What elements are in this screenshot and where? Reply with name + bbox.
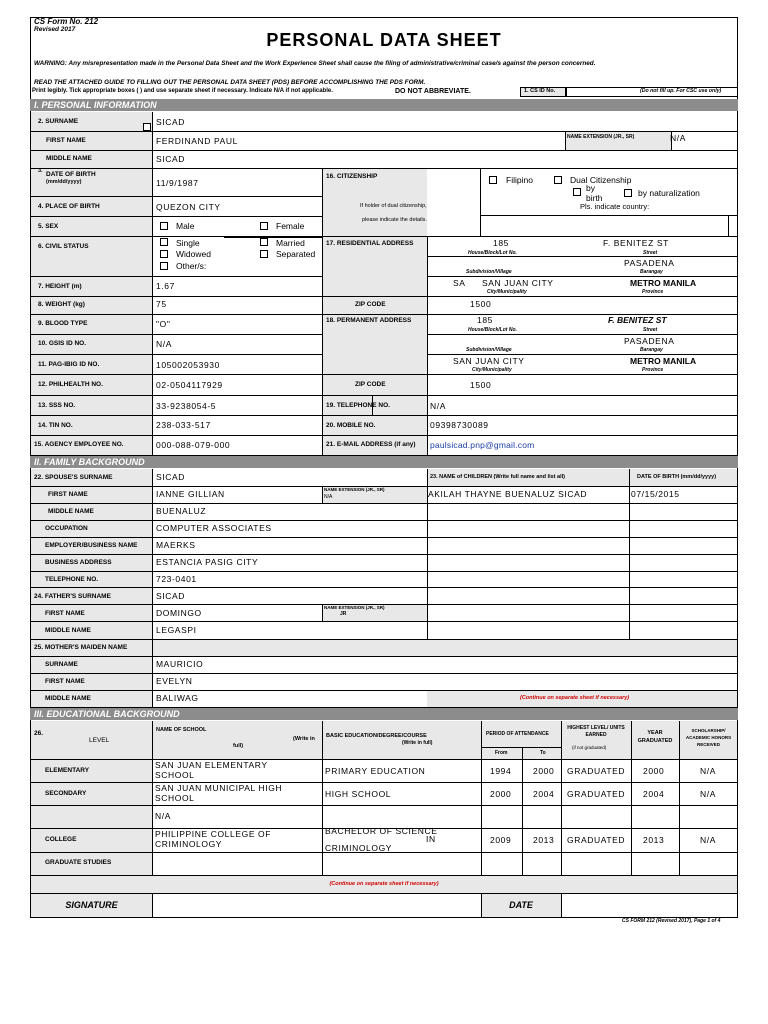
read-guide-text: READ THE ATTACHED GUIDE TO FILLING OUT THE PERSONAL DATA SHEET (PDS) BEFORE ACCOMPLISHING THE PDS FORM.: [34, 79, 426, 86]
surname-label: 2. SURNAME: [38, 118, 79, 125]
pagibig-label: 11. PAG-IBIG ID NO.: [38, 361, 100, 368]
father-middle-name-value[interactable]: LEGASPI: [156, 625, 197, 635]
employer-label: EMPLOYER/BUSINESS NAME: [45, 542, 138, 549]
section-personal-information: I. PERSONAL INFORMATION: [30, 99, 738, 111]
civil-widowed-checkbox[interactable]: [160, 250, 168, 258]
child-name-value[interactable]: AKILAH THAYNE BUENALUZ SICAD: [428, 489, 588, 499]
signature-label: SIGNATURE: [65, 900, 118, 910]
residential-city-value[interactable]: SAN JUAN CITY: [482, 278, 554, 288]
honors-value[interactable]: N/A: [700, 835, 716, 845]
section-family-background: II. FAMILY BACKGROUND: [30, 456, 738, 468]
residential-barangay-value[interactable]: PASADENA: [624, 258, 675, 268]
family-label-column: [31, 469, 152, 707]
school-name-line-2[interactable]: SCHOOL: [155, 793, 195, 803]
dual-citizenship-note-1: If holder of dual citizenship,: [360, 203, 427, 209]
print-note: Print legibly. Tick appropriate boxes ( ) and use separate sheet if necessary. Indicate N/A if not applicable.: [32, 88, 333, 94]
name-extension-label: NAME EXTENSION (JR., SR): [567, 134, 635, 140]
residential-street-sublabel: Street: [643, 250, 658, 256]
citizenship-dual-option: Dual Citizenship: [570, 175, 632, 185]
civil-others-option: Other/s:: [176, 261, 207, 271]
residential-sa-value[interactable]: SA: [453, 278, 466, 288]
highest-level-value[interactable]: GRADUATED: [567, 766, 626, 776]
sex-female-option: Female: [276, 221, 305, 231]
date-field[interactable]: [562, 895, 737, 916]
period-from-value[interactable]: 1994: [490, 766, 512, 776]
spouse-telephone-value[interactable]: 723-0401: [156, 574, 197, 584]
dob-format: (mm/dd/yyyy): [46, 179, 82, 185]
civil-married-checkbox[interactable]: [260, 238, 268, 246]
philhealth-label: 12. PHILHEALTH NO.: [38, 381, 103, 388]
school-name-line-1[interactable]: N/A: [155, 811, 171, 821]
course-line-1[interactable]: BACHELOR OF SCIENCE: [325, 826, 438, 836]
first-name-label: FIRST NAME: [46, 137, 86, 144]
period-from-value[interactable]: 2009: [490, 835, 512, 845]
blood-type-value[interactable]: "O": [156, 319, 171, 329]
honors-value[interactable]: N/A: [700, 766, 716, 776]
education-level: GRADUATE STUDIES: [45, 859, 112, 866]
civil-single-checkbox[interactable]: [160, 238, 168, 246]
permanent-province-sublabel: Province: [642, 367, 664, 373]
father-middle-name-label: MIDDLE NAME: [45, 627, 91, 634]
children-header-label: 23. NAME of CHILDREN (Write full name and list all): [430, 474, 565, 480]
surname-checkbox[interactable]: [143, 123, 151, 131]
dual-citizenship-note-2: please indicate the details.: [362, 217, 427, 223]
permanent-zip-value[interactable]: 1500: [470, 380, 492, 390]
course-value[interactable]: HIGH SCHOOL: [325, 789, 392, 799]
warning-text: WARNING: Any misrepresentation made in the Personal Data Sheet and the Work Experience Sheet shall cause the filing of administrative/criminal case/s against the person concerned.: [34, 60, 596, 67]
permanent-city-sublabel: City/Municipality: [472, 367, 512, 373]
spouse-name-extension-label: NAME EXTENSION (JR., SR): [324, 487, 385, 492]
mother-surname-value[interactable]: MAURICIO: [156, 659, 204, 669]
spouse-name-extension-value[interactable]: N/A: [324, 494, 333, 500]
school-name-line-1[interactable]: PHILIPPINE COLLEGE OF: [155, 829, 272, 839]
permanent-street-value[interactable]: F. BENITEZ ST: [608, 315, 667, 325]
mother-middle-name-value[interactable]: BALIWAG: [156, 693, 199, 703]
name-extension-value[interactable]: N/A: [670, 133, 686, 143]
employer-value[interactable]: MAERKS: [156, 540, 196, 550]
school-name-header: NAME OF SCHOOL: [156, 727, 207, 733]
civil-status-label: 6. CIVIL STATUS: [38, 243, 89, 250]
spouse-middle-name-value[interactable]: BUENALUZ: [156, 506, 207, 516]
spouse-surname-label: 22. SPOUSE'S SURNAME: [34, 474, 113, 481]
spouse-first-name-label: FIRST NAME: [48, 491, 88, 498]
school-name-line-1[interactable]: SAN JUAN ELEMENTARY: [155, 760, 268, 770]
school-full-header: full): [233, 743, 244, 749]
course-line-2[interactable]: CRIMINOLOGY: [325, 843, 393, 853]
section-educational-background: III. EDUCATIONAL BACKGROUND: [30, 708, 738, 720]
agency-employee-value[interactable]: 000-088-079-000: [156, 440, 231, 450]
permanent-barangay-value[interactable]: PASADENA: [624, 336, 675, 346]
page-title: PERSONAL DATA SHEET: [266, 30, 502, 50]
mother-middle-name-label: MIDDLE NAME: [45, 695, 91, 702]
sex-male-checkbox[interactable]: [160, 222, 168, 230]
pagibig-value[interactable]: 105002053930: [156, 360, 220, 370]
citizenship-filipino-checkbox[interactable]: [489, 176, 497, 184]
pob-label: 4. PLACE OF BIRTH: [38, 203, 100, 210]
business-address-value[interactable]: ESTANCIA PASIG CITY: [156, 557, 259, 567]
residential-province-sublabel: Province: [642, 289, 664, 295]
civil-married-option: Married: [276, 238, 305, 248]
family-continue-note: (Continue on separate sheet if necessary): [520, 695, 630, 701]
height-value[interactable]: 1.67: [156, 281, 175, 291]
child-dob-value[interactable]: 07/15/2015: [631, 489, 680, 499]
residential-city-sublabel: City/Municipality: [487, 289, 527, 295]
telephone-value[interactable]: N/A: [430, 401, 446, 411]
permanent-street-sublabel: Street: [643, 327, 658, 333]
father-surname-value[interactable]: SICAD: [156, 591, 185, 601]
education-level-header: LEVEL: [89, 737, 110, 744]
spouse-middle-name-label: MIDDLE NAME: [48, 508, 94, 515]
gsis-value[interactable]: N/A: [156, 339, 172, 349]
blood-type-label: 9. BLOOD TYPE: [38, 320, 88, 327]
residential-zip-label: ZIP CODE: [355, 301, 386, 308]
business-address-label: BUSINESS ADDRESS: [45, 559, 112, 566]
scholarship-header: SCHOLARSHIP/ ACADEMIC HONORS RECEIVED: [685, 728, 732, 747]
father-surname-label: 24. FATHER'S SURNAME: [34, 593, 111, 600]
spouse-first-name-value[interactable]: IANNE GILLIAN: [156, 489, 225, 499]
sex-female-checkbox[interactable]: [260, 222, 268, 230]
course-write-in-header: (Write in full): [402, 740, 433, 746]
citizenship-birth-label: birth: [586, 193, 603, 203]
residential-house-value[interactable]: 185: [493, 238, 509, 248]
year-graduated-value[interactable]: 2000: [643, 766, 665, 776]
csc-note: (Do not fill up. For CSC use only): [640, 88, 722, 94]
first-name-value[interactable]: FERDINAND PAUL: [156, 136, 238, 146]
father-first-name-value[interactable]: DOMINGO: [156, 608, 202, 618]
mother-surname-label: SURNAME: [45, 661, 78, 668]
citizenship-country-label: Pls. indicate country:: [580, 202, 650, 211]
mobile-value[interactable]: 09398730089: [430, 420, 489, 430]
education-continue-note: (Continue on separate sheet if necessary): [329, 881, 439, 887]
surname-value[interactable]: SICAD: [156, 117, 185, 127]
period-from-header: From: [495, 750, 508, 756]
highest-level-value[interactable]: GRADUATED: [567, 835, 626, 845]
permanent-subdivision-sublabel: Subdivision/Village: [466, 347, 512, 353]
dob-value[interactable]: 11/9/1987: [156, 178, 199, 188]
residential-subdivision-sublabel: Subdivision/Village: [466, 269, 512, 275]
personal-label-column-right: [322, 168, 427, 455]
permanent-address-label: 18. PERMANENT ADDRESS: [326, 317, 412, 324]
do-not-abbreviate: DO NOT ABBREVIATE.: [395, 88, 471, 95]
permanent-city-value[interactable]: SAN JUAN CITY: [453, 356, 525, 366]
agency-employee-label: 15. AGENCY EMPLOYEE NO.: [34, 441, 124, 448]
education-level: ELEMENTARY: [45, 767, 90, 774]
spouse-telephone-label: TELEPHONE NO.: [45, 576, 99, 583]
school-write-in-header: (Write in: [293, 736, 315, 742]
residential-zip-value[interactable]: 1500: [470, 299, 492, 309]
honors-value[interactable]: N/A: [700, 789, 716, 799]
mother-first-name-value[interactable]: EVELYN: [156, 676, 193, 686]
middle-name-value[interactable]: SICAD: [156, 154, 185, 164]
cs-id-label: 1. CS ID No.: [524, 88, 556, 94]
height-label: 7. HEIGHT (m): [38, 283, 82, 290]
residential-province-value[interactable]: METRO MANILA: [630, 278, 697, 288]
dob-number: 3.: [38, 168, 43, 174]
mother-first-name-label: FIRST NAME: [45, 678, 85, 685]
permanent-barangay-sublabel: Barangay: [640, 347, 663, 353]
period-from-value[interactable]: 2000: [490, 789, 512, 799]
email-label: 21. E-MAIL ADDRESS (if any): [326, 441, 416, 448]
education-level: COLLEGE: [45, 836, 77, 843]
pob-value[interactable]: QUEZON CITY: [156, 202, 221, 212]
education-level: SECONDARY: [45, 790, 87, 797]
citizenship-dual-checkbox[interactable]: [554, 176, 562, 184]
citizenship-label: 16. CITIZENSHIP: [326, 173, 378, 180]
citizenship-filipino-option: Filipino: [506, 175, 533, 185]
period-header: PERIOD OF ATTENDANCE: [486, 731, 549, 737]
child-dob-header-label: DATE OF BIRTH (mm/dd/yyyy): [637, 474, 717, 480]
father-first-name-label: FIRST NAME: [45, 610, 85, 617]
mother-header-bg: [152, 639, 737, 656]
course-in[interactable]: IN: [426, 834, 436, 844]
year-graduated-value[interactable]: 2013: [643, 835, 665, 845]
citizenship-naturalization-checkbox[interactable]: [624, 189, 632, 197]
education-number: 26.: [34, 730, 44, 737]
tin-value[interactable]: 238-033-517: [156, 420, 211, 430]
civil-others-checkbox[interactable]: [160, 262, 168, 270]
period-to-header: To: [540, 750, 546, 756]
sex-label: 5. SEX: [38, 223, 59, 230]
civil-single-option: Single: [176, 238, 200, 248]
school-name-line-2[interactable]: SCHOOL: [155, 770, 195, 780]
tin-label: 14. TIN NO.: [38, 422, 73, 429]
period-to-value[interactable]: 2004: [533, 789, 555, 799]
civil-widowed-option: Widowed: [176, 249, 211, 259]
course-header: BASIC EDUCATION/DEGREE/COURSE: [326, 733, 427, 739]
permanent-house-sublabel: House/Block/Lot No.: [468, 327, 517, 333]
weight-label: 8. WEIGHT (kg): [38, 301, 85, 308]
citizenship-by-birth-checkbox[interactable]: [573, 188, 581, 196]
permanent-province-value[interactable]: METRO MANILA: [630, 356, 697, 366]
email-value[interactable]: paulsicad.pnp@gmail.com: [430, 440, 535, 450]
gsis-label: 10. GSIS ID NO.: [38, 340, 87, 347]
sss-label: 13. SSS NO.: [38, 402, 76, 409]
citizenship-naturalization-option: by naturalization: [638, 188, 700, 198]
school-name-line-1[interactable]: SAN JUAN MUNICIPAL HIGH: [155, 783, 283, 793]
school-name-line-2[interactable]: CRIMINOLOGY: [155, 839, 223, 849]
father-name-extension-label: NAME EXTENSION (JR., SR): [324, 605, 385, 610]
year-graduated-header: YEAR GRADUATED: [637, 730, 673, 744]
civil-separated-option: Separated: [276, 249, 316, 259]
civil-separated-checkbox[interactable]: [260, 250, 268, 258]
father-name-extension-value[interactable]: JR: [340, 611, 347, 617]
year-graduated-value[interactable]: 2004: [643, 789, 665, 799]
highest-level-value[interactable]: GRADUATED: [567, 789, 626, 799]
weight-value[interactable]: 75: [156, 299, 167, 309]
permanent-house-value[interactable]: 185: [477, 315, 493, 325]
residential-house-sublabel: House/Block/Lot No.: [468, 250, 517, 256]
education-level-column: [31, 759, 152, 875]
dob-label: DATE OF BIRTH: [46, 171, 96, 178]
mother-maiden-name-label: 25. MOTHER'S MAIDEN NAME: [34, 644, 128, 651]
spouse-surname-value[interactable]: SICAD: [156, 472, 185, 482]
highest-level-header: HIGHEST LEVEL/ UNITS EARNED: [567, 725, 625, 738]
page-footer: CS FORM 212 (Revised 2017), Page 1 of 4: [622, 918, 721, 924]
form-revised: Revised 2017: [34, 26, 76, 33]
signature-field[interactable]: [153, 895, 480, 916]
highest-level-subheader: (if not graduated): [572, 745, 607, 750]
residential-address-label: 17. RESIDENTIAL ADDRESS: [326, 240, 414, 247]
occupation-value[interactable]: COMPUTER ASSOCIATES: [156, 523, 272, 533]
telephone-label: 19. TELEPHONE NO.: [326, 402, 390, 409]
occupation-label: OCCUPATION: [45, 525, 88, 532]
residential-barangay-sublabel: Barangay: [640, 269, 663, 275]
course-value[interactable]: PRIMARY EDUCATION: [325, 766, 426, 776]
mobile-label: 20. MOBILE NO.: [326, 422, 376, 429]
citizenship-by-label: by: [586, 183, 595, 193]
middle-name-label: MIDDLE NAME: [46, 155, 92, 162]
sss-value[interactable]: 33-9238054-5: [156, 401, 217, 411]
period-to-value[interactable]: 2013: [533, 835, 555, 845]
sex-male-option: Male: [176, 221, 195, 231]
date-label: DATE: [509, 900, 533, 910]
permanent-zip-label: ZIP CODE: [355, 381, 386, 388]
philhealth-value[interactable]: 02-0504117929: [156, 380, 223, 390]
period-to-value[interactable]: 2000: [533, 766, 555, 776]
form-number: CS Form No. 212: [34, 17, 99, 26]
residential-street-value[interactable]: F. BENITEZ ST: [603, 238, 669, 248]
